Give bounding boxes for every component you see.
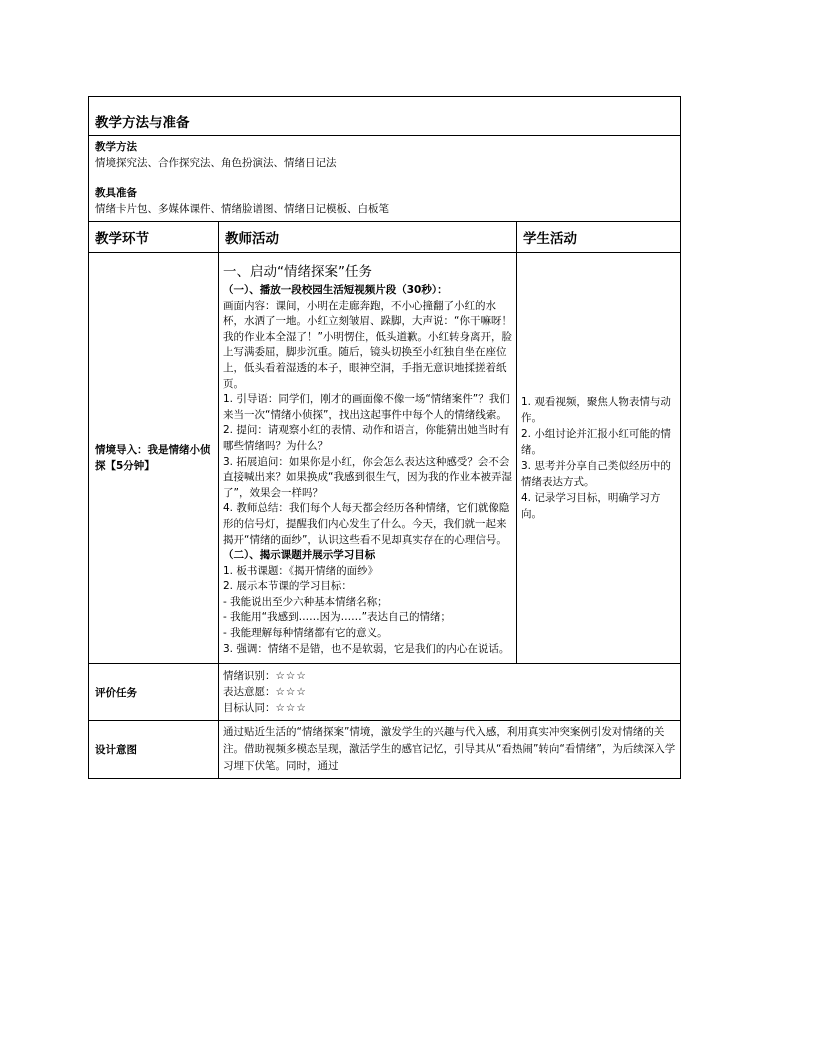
eval-stars: ☆☆☆ [275, 670, 307, 683]
header-stage: 教学环节 [89, 222, 219, 253]
header-row [89, 222, 681, 253]
teacher-goal6: 3. 强调：情绪不是错，也不是软弱，它是我们的内心在说话。 [223, 642, 510, 655]
design-text: 通过贴近生活的“情绪探案”情境，激发学生的兴趣与代入感，利用真实冲突案例引发对情绪的关注。借助视频多模态呈现，激活学生的感官记忆，引导其从“看热闹”转向“看情绪”，为后续深入学习埋下伏笔。同时，通过 [219, 721, 681, 779]
methods-label: 教学方法 [95, 141, 137, 153]
lesson-plan-table [88, 96, 681, 779]
eval-item-name: 表达意愿： [223, 686, 276, 699]
design-label: 设计意图 [89, 721, 219, 779]
teacher-goal2: 2. 展示本节课的学习目标： [223, 580, 352, 593]
activity-row [89, 253, 681, 664]
teacher-goal4: - 我能用“我感到……因为……”表达自己的情绪； [223, 611, 452, 624]
lesson-plan-page [88, 96, 680, 779]
eval-item [223, 684, 676, 700]
teacher-goal1: 1. 板书课题：《揭开情绪的面纱》 [223, 564, 379, 577]
teacher-goal3: - 我能说出至少六种基本情绪名称； [223, 595, 388, 608]
section-title-row [89, 97, 681, 136]
teacher-step1: 1. 引导语：同学们，刚才的画面像不像一场“情绪案件”？我们来当一次“情绪小侦探”，找出这起事件中每个人的情绪线索。 [223, 393, 510, 421]
teacher-scene: 画面内容：课间，小明在走廊奔跑，不小心撞翻了小红的水杯，水洒了一地。小红立刻皱眉、跺脚，大声说：“你干嘛呀！我的作业本全湿了！”小明愣住，低头道歉。小红转身离开，脸上写满委屈，脚步沉重。随后，镜头切换至小红独自坐在座位上，低头看着湿透的本子，眼神空洞，手指无意识地揉搓着纸页。 [223, 299, 512, 390]
tools-text: 情绪卡片包、多媒体课件、情绪脸谱图、情绪日记模板、白板笔 [95, 203, 389, 215]
teacher-step2: 2. 提问：请观察小红的表情、动作和语言，你能猜出她当时有哪些情绪吗？为什么？ [223, 424, 510, 452]
eval-item-name: 目标认同： [223, 702, 276, 715]
student-activity [517, 253, 681, 664]
methods-text: 情境探究法、合作探究法、角色扮演法、情绪日记法 [95, 157, 337, 169]
eval-item [223, 668, 676, 684]
teacher-step3: 3. 拓展追问：如果你是小红，你会怎么表达这种感受？会不会直接喊出来？如果换成“我感到很生气，因为我的作业本被弄湿了”，效果会一样吗？ [223, 455, 512, 499]
tools-label: 教具准备 [95, 187, 137, 199]
teacher-sub1: （一）、播放一段校园生活短视频片段（30秒）： [223, 284, 448, 296]
eval-stars: ☆☆☆ [275, 702, 307, 715]
header-student: 学生活动 [517, 222, 681, 253]
eval-stars: ☆☆☆ [275, 686, 307, 699]
evaluation-cell [219, 664, 681, 721]
section-title: 教学方法与准备 [89, 97, 681, 136]
design-row [89, 721, 681, 779]
stage-name: 情境导入：我是情绪小侦探【5分钟】 [89, 253, 219, 664]
student-item-3: 3. 思考并分享自己类似经历中的情绪表达方式。 [521, 460, 671, 489]
teacher-activity [219, 253, 517, 664]
teacher-goal5: - 我能理解每种情绪都有它的意义。 [223, 627, 388, 640]
header-teacher: 教师活动 [219, 222, 517, 253]
preparation-cell [89, 136, 681, 222]
student-item-4: 4. 记录学习目标，明确学习方向。 [521, 492, 661, 521]
preparation-row [89, 136, 681, 222]
teacher-step4: 4. 教师总结：我们每个人每天都会经历各种情绪，它们就像隐形的信号灯，提醒我们内心发生了什么。今天，我们就一起来揭开“情绪的面纱”，认识这些看不见却真实存在的心理信号。 [223, 502, 510, 546]
eval-item [223, 700, 676, 716]
evaluation-row [89, 664, 681, 721]
teacher-sub2: （二）、揭示课题并展示学习目标 [223, 549, 376, 562]
student-item-2: 2. 小组讨论并汇报小红可能的情绪。 [521, 428, 671, 457]
student-item-1: 1. 观看视频，聚焦人物表情与动作。 [521, 396, 671, 425]
evaluation-label: 评价任务 [89, 664, 219, 721]
eval-item-name: 情绪识别： [223, 670, 276, 683]
teacher-heading: 一、启动“情绪探案”任务 [223, 264, 372, 280]
